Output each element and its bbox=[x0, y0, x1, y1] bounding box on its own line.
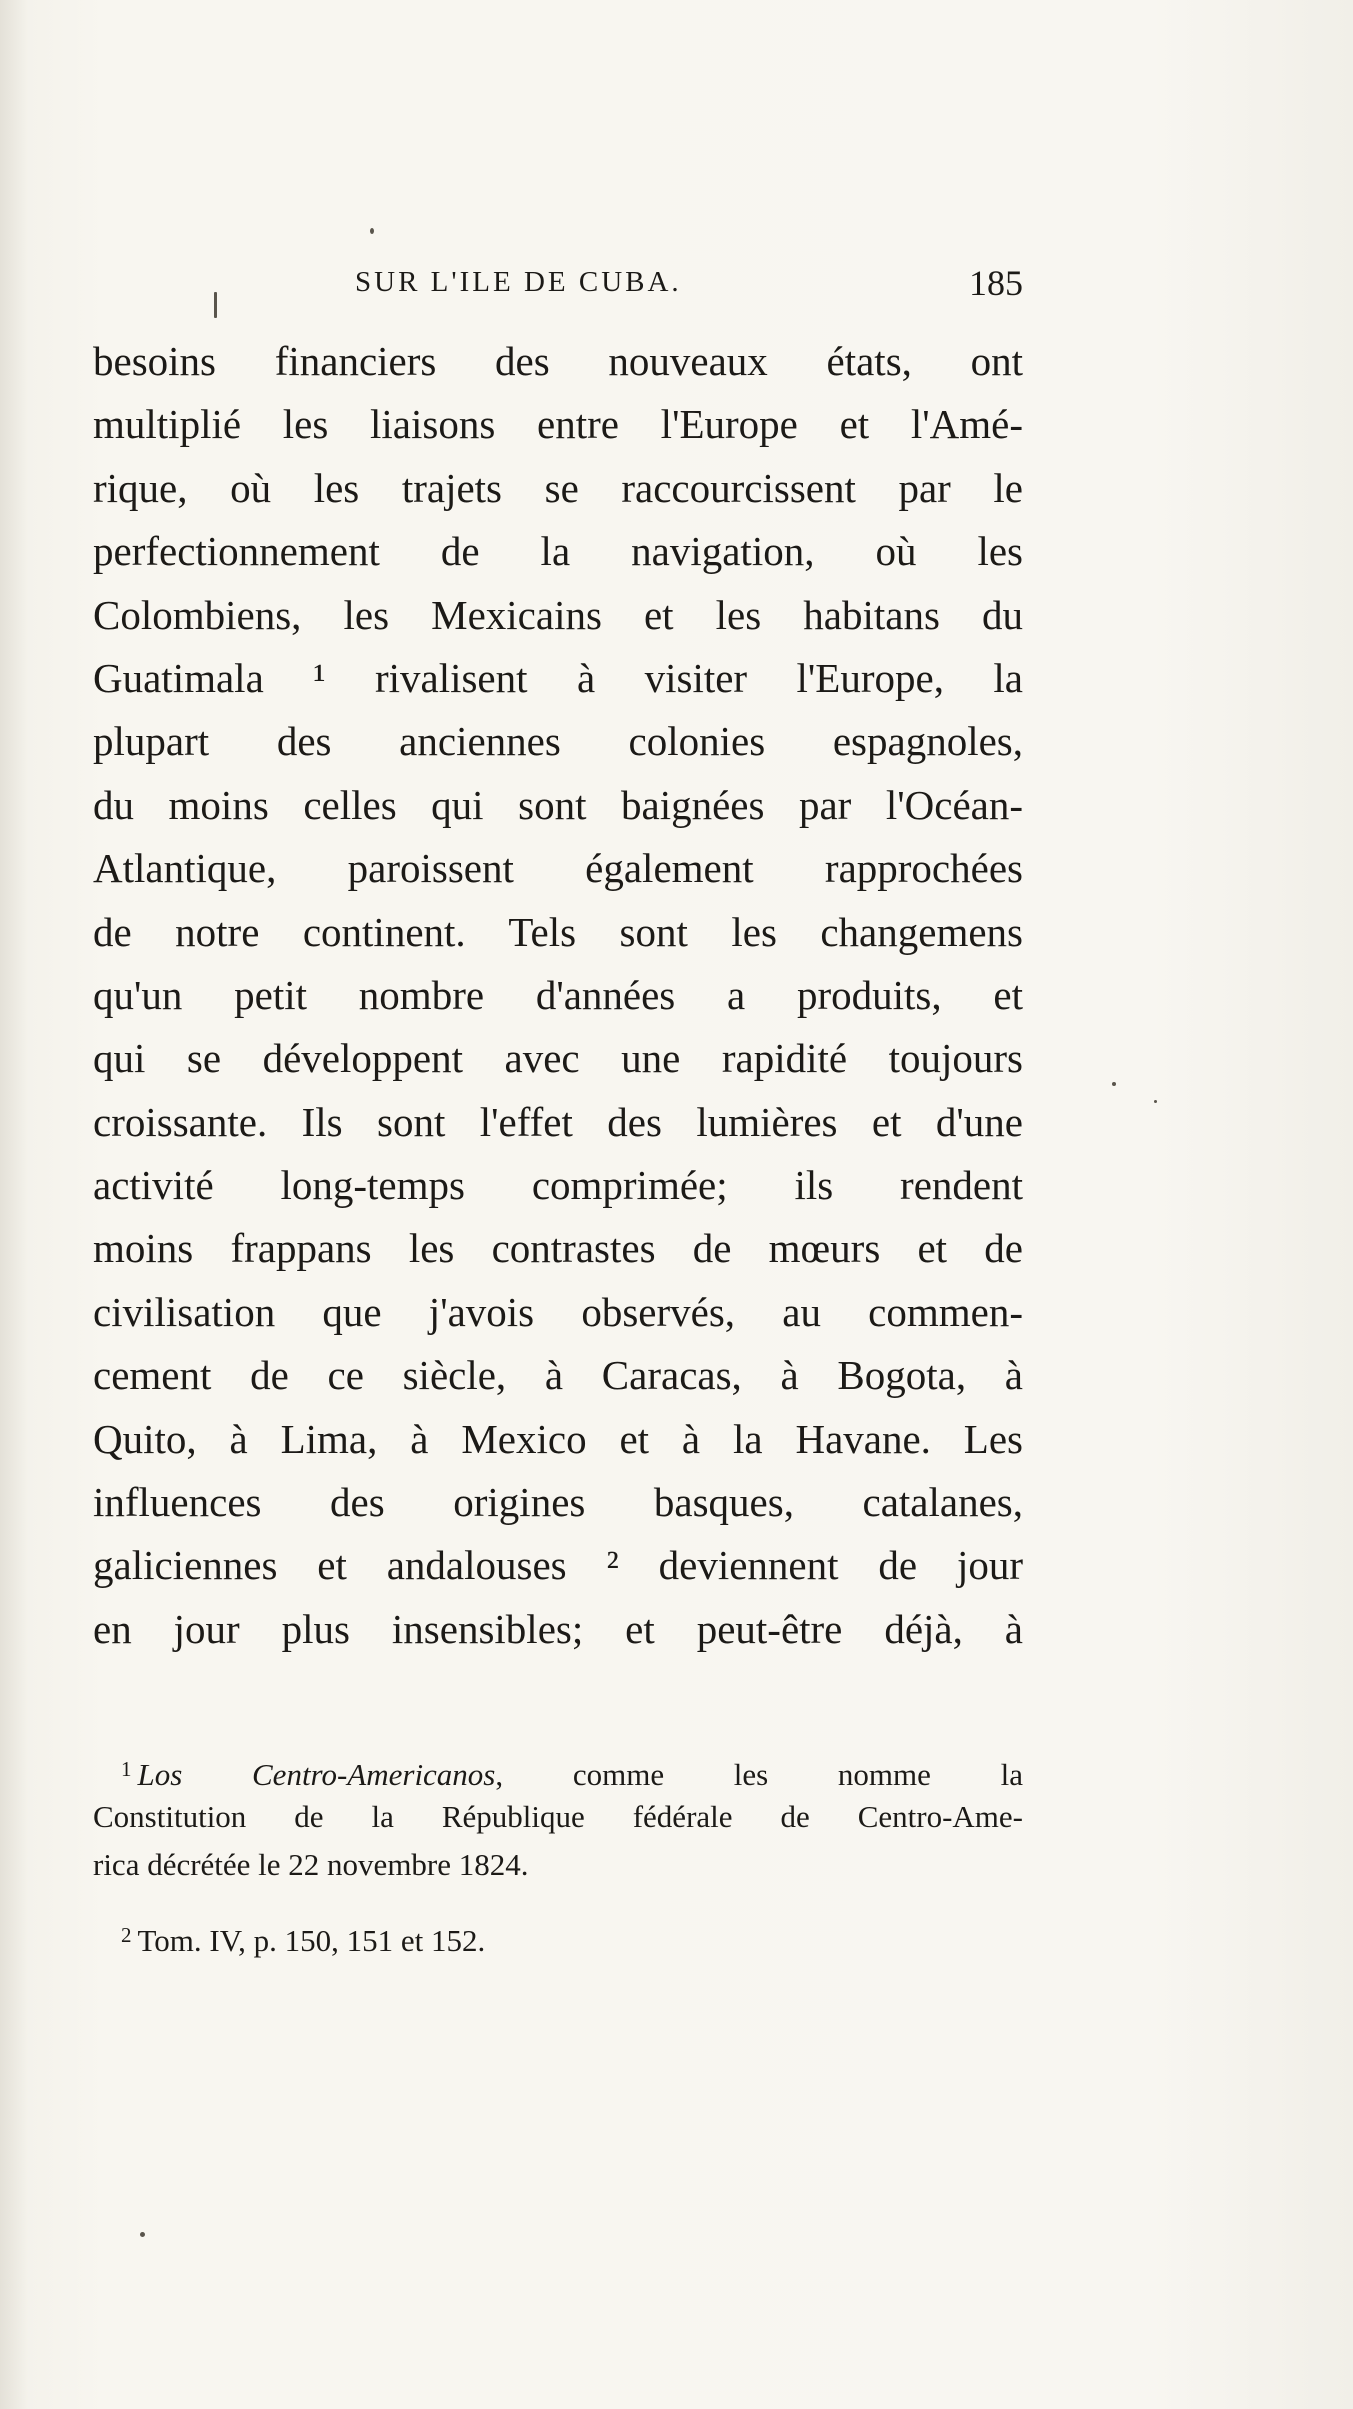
text-line: perfectionnement de la navigation, où les bbox=[93, 528, 1023, 575]
text-line: qu'un petit nombre d'années a produits, et bbox=[93, 971, 1023, 1018]
text-line: influences des origines basques, catalanes, bbox=[93, 1479, 1023, 1526]
footnote-1-italic: Los Centro-Americanos bbox=[137, 1757, 496, 1792]
text-line: Quito, à Lima, à Mexico et à la Havane. Les bbox=[93, 1415, 1023, 1462]
footnote-2-number: 2 bbox=[121, 1923, 132, 1947]
text-line: cement de ce siècle, à Caracas, à Bogota, à bbox=[93, 1352, 1023, 1399]
text-line: du moins celles qui sont baignées par l'Océan- bbox=[93, 781, 1023, 828]
text-line: galiciennes et andalouses ² deviennent de jour bbox=[93, 1542, 1023, 1589]
running-title: SUR L'ILE DE CUBA. bbox=[355, 266, 682, 298]
footnote-2 bbox=[93, 1911, 1023, 1959]
text-line: besoins financiers des nouveaux états, ont bbox=[93, 338, 1023, 384]
paper-speck bbox=[140, 2232, 145, 2237]
footnotes bbox=[93, 1745, 1023, 1959]
text-line: Guatimala ¹ rivalisent à visiter l'Europe, la bbox=[93, 654, 1023, 701]
footnote-1-line-2: Constitution de la République fédérale de Centro-Ame- bbox=[93, 1799, 1023, 1834]
paper-speck bbox=[370, 228, 374, 234]
text-line: moins frappans les contrastes de mœurs et de bbox=[93, 1225, 1023, 1272]
text-line: de notre continent. Tels sont les changemens bbox=[93, 908, 1023, 955]
page-number: 185 bbox=[969, 263, 1023, 303]
text-line: croissante. Ils sont l'effet des lumières et d'une bbox=[93, 1098, 1023, 1145]
text-line: civilisation que j'avois observés, au commen- bbox=[93, 1288, 1023, 1335]
paper-speck bbox=[214, 292, 217, 318]
text-line: activité long-temps comprimée; ils rendent bbox=[93, 1162, 1023, 1209]
text-line: Atlantique, paroissent également rapprochées bbox=[93, 845, 1023, 892]
page-header bbox=[93, 262, 1023, 312]
footnote-1-line-1 bbox=[93, 1745, 1023, 1793]
footnote-2-text: Tom. IV, p. 150, 151 et 152. bbox=[137, 1923, 486, 1958]
text-line: rique, où les trajets se raccourcissent par le bbox=[93, 464, 1023, 511]
footnote-1-line-3: rica décrétée le 22 novembre 1824. bbox=[93, 1847, 529, 1882]
text-line: plupart des anciennes colonies espagnoles, bbox=[93, 718, 1023, 765]
footnote-1-number: 1 bbox=[121, 1757, 132, 1781]
text-line: en jour plus insensibles; et peut-être déjà, à bbox=[93, 1605, 1023, 1652]
footnote-1-text: , comme les nomme la bbox=[495, 1757, 1023, 1792]
gutter-shadow bbox=[0, 0, 28, 2409]
text-line: multiplié les liaisons entre l'Europe et l'Amé- bbox=[93, 401, 1023, 448]
body-text bbox=[93, 330, 1023, 1661]
text-line: qui se développent avec une rapidité toujours bbox=[93, 1035, 1023, 1082]
paper-speck bbox=[1154, 1100, 1157, 1103]
paper-speck bbox=[1112, 1082, 1116, 1086]
text-line: Colombiens, les Mexicains et les habitans du bbox=[93, 591, 1023, 638]
